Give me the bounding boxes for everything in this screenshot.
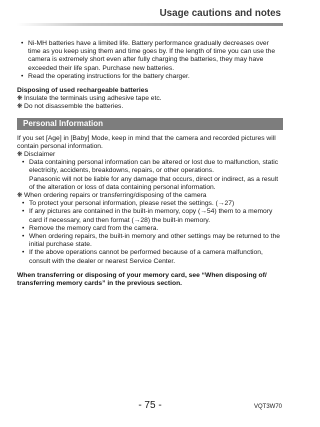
repair-item: • To protect your personal information, please reset the settings. (→27) <box>22 200 235 208</box>
memory-card-note: When transferring or disposing of your memory card, see “When disposing of/ transferring memory cards” in the previous section. <box>17 271 267 288</box>
asterisk-icon: ❋ <box>17 95 23 103</box>
model-code: VQT3W70 <box>253 404 282 410</box>
disclaimer-label: ❋ Disclaimer <box>17 151 56 159</box>
page-number: - 75 - <box>138 400 162 411</box>
bullet-icon: • <box>21 72 24 80</box>
repair-label: ❋ When ordering repairs or transferring/disposing of the camera <box>17 192 207 200</box>
battery-note: • Ni-MH batteries have a limited life. Battery performance gradually decreases over time as you keep using them and time goes by. If the length of time you can use the camera is extremely short even after fully charging the batteries, they may have exceeded their life span. Purchase new batteries. <box>21 40 276 72</box>
page-title: Usage cautions and notes <box>159 8 281 19</box>
header-rule <box>17 23 283 26</box>
bullet-icon: • <box>22 200 25 208</box>
asterisk-icon: ❋ <box>17 151 23 159</box>
repair-item: • If the above operations cannot be performed because of a camera malfunction, consult with the dealer or nearest Service Center. <box>22 249 263 265</box>
bullet-icon: • <box>22 233 25 241</box>
disposing-heading: Disposing of used rechargeable batteries <box>17 87 149 95</box>
bullet-icon: • <box>22 249 25 257</box>
disposing-item: ❋ Do not disassemble the batteries. <box>17 103 124 111</box>
asterisk-icon: ❋ <box>17 192 23 200</box>
repair-item: • When ordering repairs, the built-in memory and other settings may be returned to the initial purchase state. <box>22 233 280 249</box>
repair-item: • If any pictures are contained in the built-in memory, copy (→54) them to a memory card if necessary, and then format (→28) the built-in memory. <box>22 208 273 224</box>
repair-item: • Remove the memory card from the camera. <box>22 224 159 232</box>
personal-intro: If you set [Age] in [Baby] Mode, keep in mind that the camera and recorded pictures will contain personal information. <box>17 134 276 150</box>
disclaimer-item: • Data containing personal information can be altered or lost due to malfunction, static electricity, accidents, breakdowns, repairs, or other operations. Panasonic will not be liable for any damage that occurs, direct or indirect, as a result of the alteration or loss of data containing personal information. <box>22 159 279 191</box>
section-header-personal-information: Personal Information <box>17 118 283 130</box>
page-content <box>17 40 283 288</box>
disposing-item: ❋ Insulate the terminals using adhesive tape etc. <box>17 95 162 103</box>
bullet-icon: • <box>21 40 24 47</box>
page-header <box>0 0 300 36</box>
asterisk-icon: ❋ <box>17 103 23 111</box>
bullet-icon: • <box>22 159 25 167</box>
bullet-icon: • <box>22 224 25 232</box>
bullet-icon: • <box>22 208 25 216</box>
battery-note: • Read the operating instructions for the battery charger. <box>21 72 190 80</box>
